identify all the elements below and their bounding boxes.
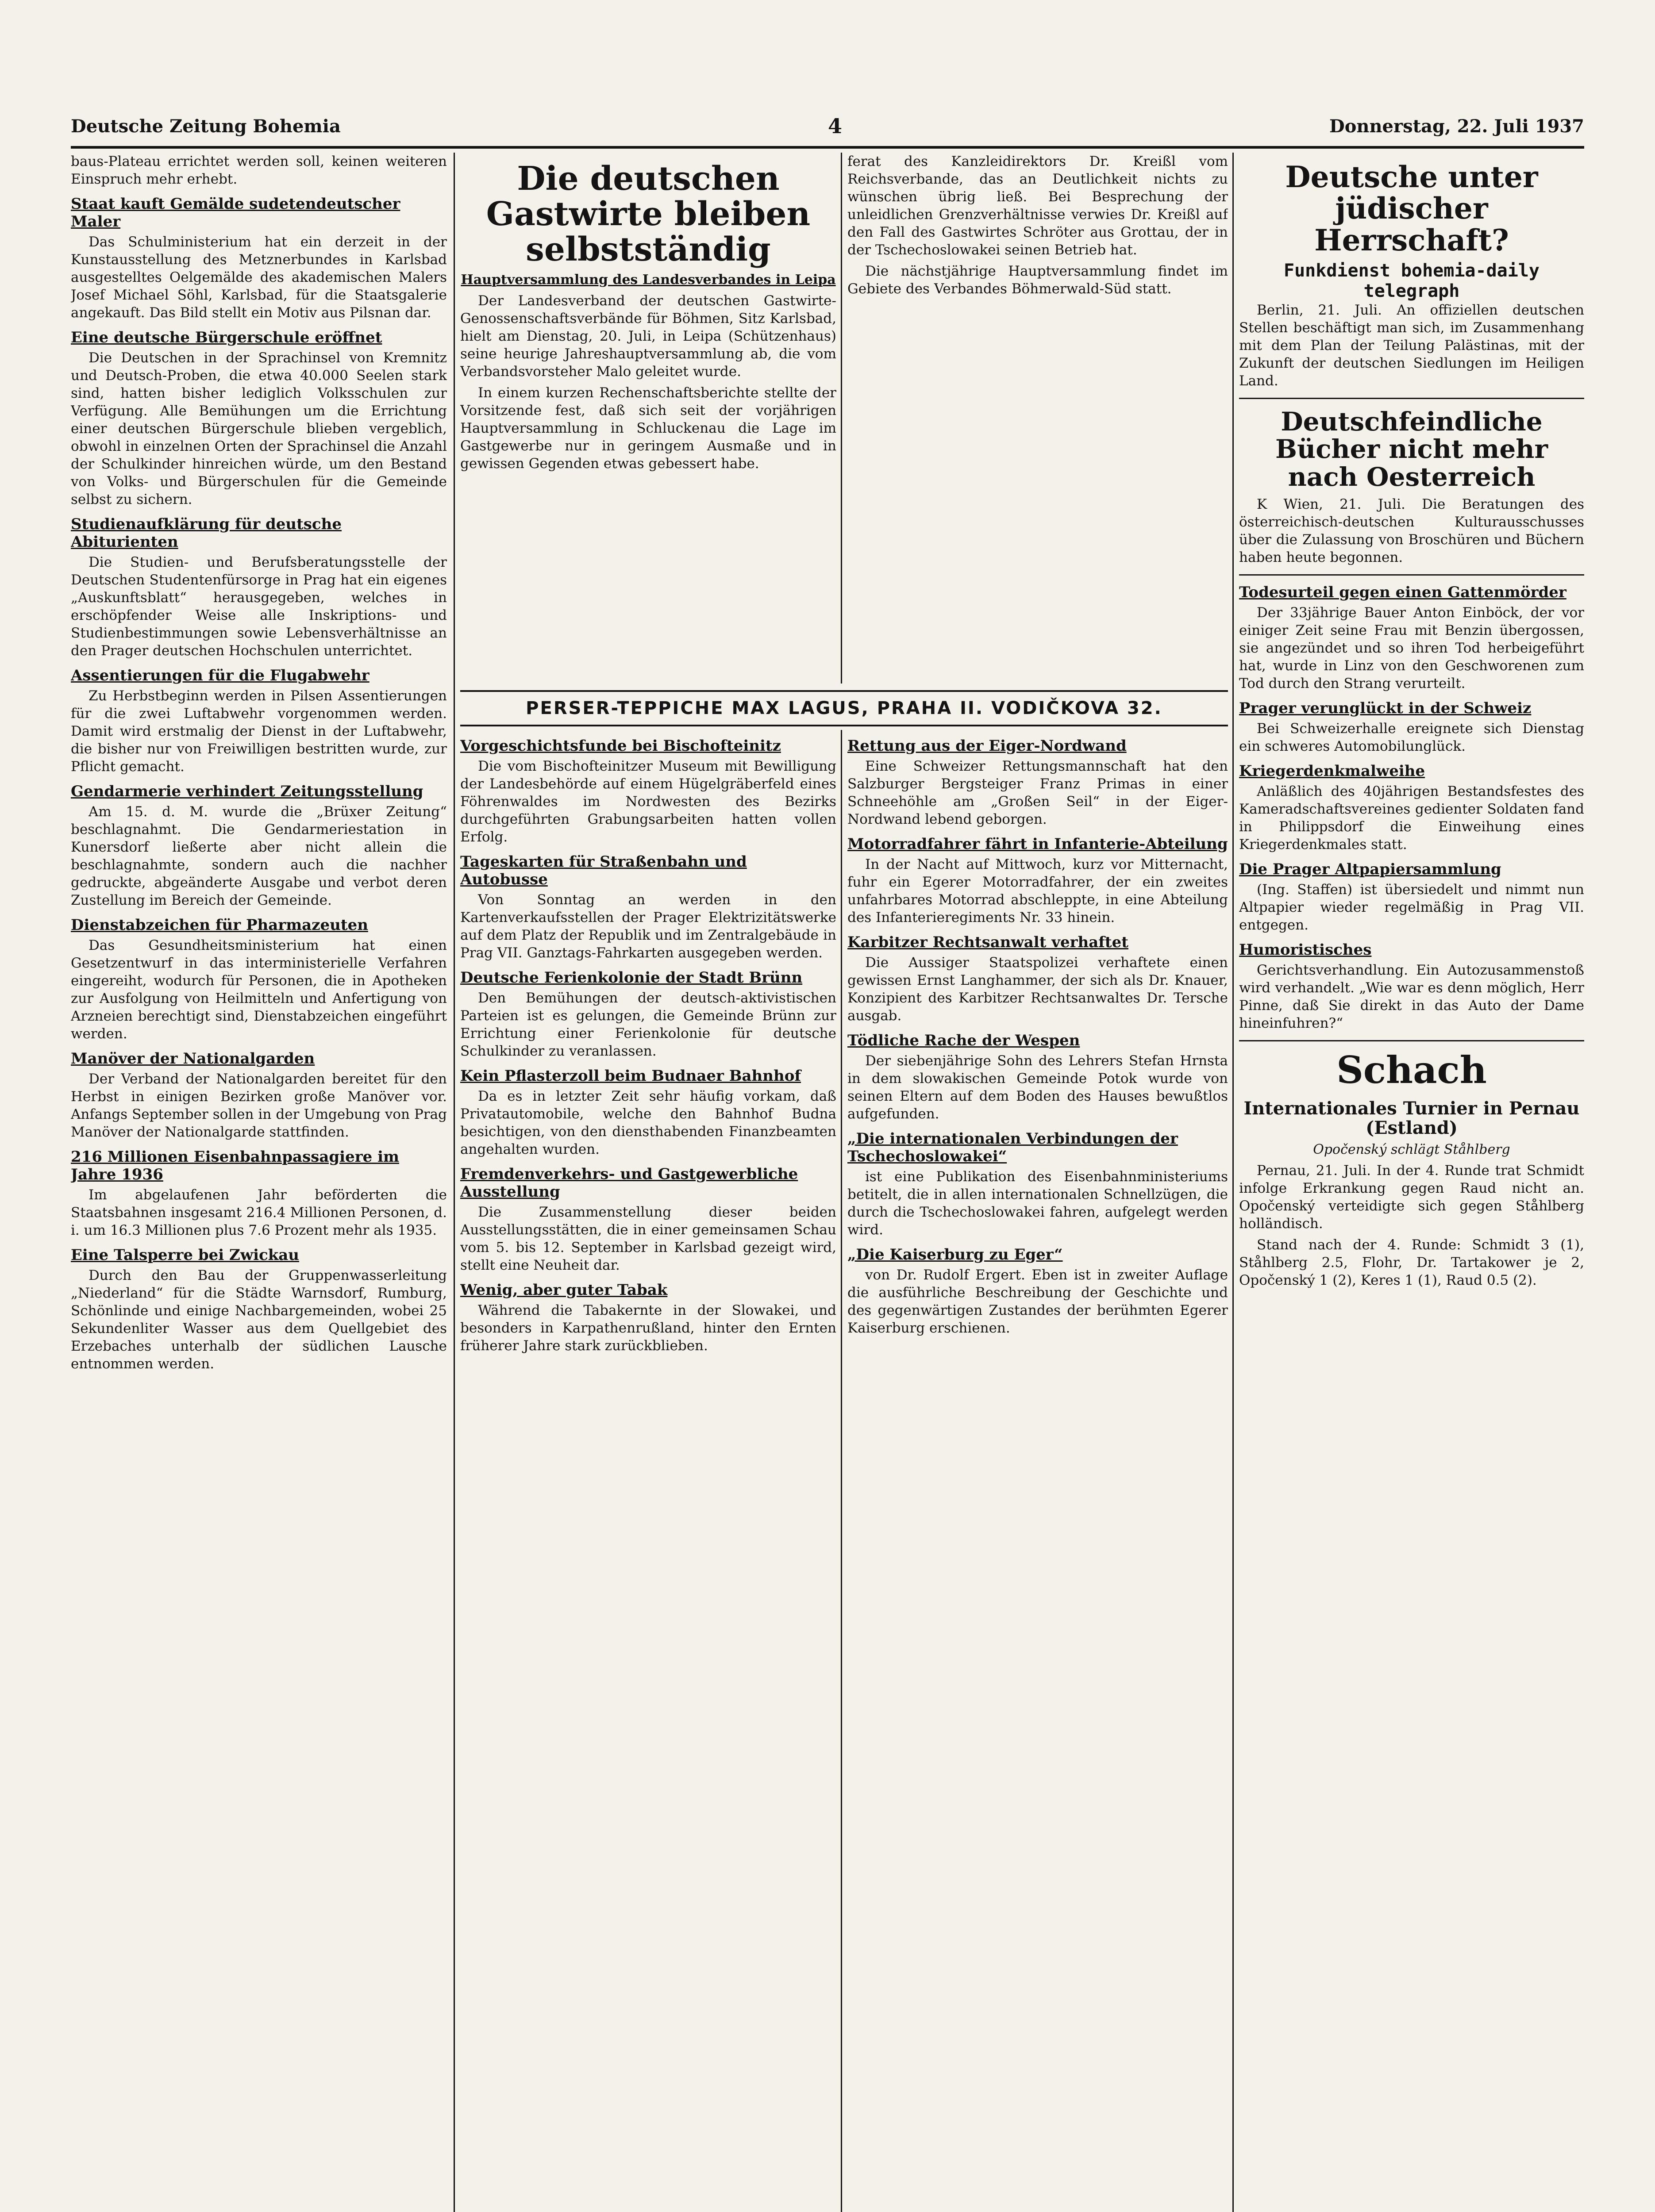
article-text: In einem kurzen Rechenschaftsberichte stellte der Vorsitzende fest, daß sich seit der vorjährigen Hauptversammlung in Schluckenau die Lage im Gastgewerbe nur in geringem Ausmaße und in gewissen Gegenden etwas gebessert habe. [460,384,836,472]
column-4 [1239,153,1584,2212]
article-text: Die Deutschen in der Sprachinsel von Kremnitz und Deutsch-Proben, die etwa 40.000 Seelen stark sind, hatten bisher lediglich Volksschulen zur Verfügung. Alle Bemühungen um die Errichtung einer deutschen Bürgerschule blieben vergeblich, obwohl in einzelnen Orten der Sprachinsel die Anzahl der Schulkinder hinreichen würde, um den Bestand von Volks- und Bürgerschulen für die Gemeinde selbst zu sichern. [71,350,447,507]
article-text: Eine Schweizer Rettungsmannschaft hat den Salzburger Bergsteiger Franz Primas in einer Schneehöhle am „Großen Seil“ in der Eiger-Nordwand lebend geborgen. [847,758,1228,827]
section-rule [1239,398,1584,399]
article-text: Der siebenjährige Sohn des Lehrers Stefan Hrnsta in dem slowakischen Gemeinde Potok wurde von seinen Eltern auf dem Boden des Hauses bewußtlos aufgefunden. [847,1053,1228,1122]
ad-text: PERSER-TEPPICHE MAX LAGUS, PRAHA II. VODIČKOVA 32. [460,690,1228,726]
headline: Deutsche unter jüdischer Herrschaft? [1285,160,1538,257]
article-text: Der Landesverband der deutschen Gastwirte-Genossenschaftsverbände für Böhmen, Sitz Karlsbad, hielt am Dienstag, 20. Juli, in Leipa (Schützenhaus) seine heurige Jahreshauptversammlung ab, die vom Verbandsvorsteher Malo geleitet wurde. [460,292,836,380]
column-2-lower [460,730,836,2212]
article-text: Berlin, 21. Juli. An offiziellen deutschen Stellen beschäftigt man sich, im Zusammenhang mit dem Plan der Teilung Palästinas, mit der Zukunft der deutschen Siedlungen im Heiligen Land. [1239,302,1584,389]
article-text: Die nächstjährige Hauptversammlung findet im Gebiete des Verbandes Böhmerwald-Süd statt. [847,263,1228,297]
article-text: (Ing. Staffen) ist übersiedelt und nimmt nun Altpapier wieder regelmäßig in Prag VII. entgegen. [1239,881,1584,933]
article-text: ist eine Publikation des Eisenbahnministeriums betitelt, die in allen internationalen Schnellzügen, die durch die Tschechoslowakei fahren, aufgelegt werden wird. [847,1169,1228,1238]
article-heading: „Die Kaiserburg zu Eger“ [847,1246,1063,1263]
article-text: Gerichtsverhandlung. Ein Autozusammenstoß wird verhandelt. „Wie war es denn möglich, Herr Pinne, daß Sie direkt in das Auto der Dame hineinfuhren?“ [1239,962,1584,1031]
article-text: Die Studien- und Berufsberatungsstelle der Deutschen Studentenfürsorge in Prag hat ein eigenes „Auskunftsblatt“ herausgegeben, welches in erschöpfender Weise alle Inskriptions- und Studienbestimmungen sowie Lebensverhältnisse an den Prager deutschen Hochschulen unterrichtet. [71,554,447,659]
advertisement-bar [460,690,1228,726]
article-heading: Dienstabzeichen für Pharmazeuten [71,916,368,934]
issue-date: Donnerstag, 22. Juli 1937 [1329,115,1584,137]
article-text: K Wien, 21. Juli. Die Beratungen des österreichisch-deutschen Kulturausschusses über die Zulassung von Broschüren und Büchern haben heute begonnen. [1239,496,1584,565]
article-heading: Studienaufklärung für deutsche Abiturienten [71,515,342,551]
article-text: Bei Schweizerhalle ereignete sich Dienstag ein schweres Automobilunglück. [1239,720,1584,754]
column-rule [454,153,455,2212]
article-text: Von Sonntag an werden in den Kartenverkaufsstellen der Prager Elektrizitätswerke auf dem Platz der Republik und im Zentralgebäude in Prag VII. Ganztags-Fahrkarten ausgegeben werden. [460,892,836,961]
article-text: Die Aussiger Staatspolizei verhaftete einen gewissen Ernst Langhammer, der sich als Dr. Knauer, Konzipient des Karbitzer Rechtsanwaltes Dr. Tersche ausgab. [847,955,1228,1024]
article-text: Der 33jährige Bauer Anton Einböck, der vor einiger Zeit seine Frau mit Benzin übergossen, sie angezündet und so ihren Tod herbeigeführt hat, wurde in Linz von den Geschworenen zum Tod durch den Strang verurteilt. [1239,604,1584,691]
article-heading: Motorradfahrer fährt in Infanterie-Abteilung [847,835,1228,853]
article-text: In der Nacht auf Mittwoch, kurz vor Mitternacht, fuhr ein Egerer Motorradfahrer, der ein zweites unfahrbares Motorrad abschleppte, in eine Abteilung des Infanterieregiments Nr. 33 hinein. [847,856,1228,926]
article-heading: Wenig, aber guter Tabak [460,1281,668,1299]
article-text: Da es in letzter Zeit sehr häufig vorkam, daß Privatautomobile, welche den Bahnhof Budna besichtigen, von den diensthabenden Finanzbeamten angehalten wurden. [460,1088,836,1157]
article-heading: Tödliche Rache der Wespen [847,1032,1080,1049]
headline: Die deutschen Gastwirte bleiben selbstständig [486,160,811,269]
column-3-lower [847,730,1228,2212]
article-heading: Staat kauft Gemälde sudetendeutscher Maler [71,195,400,230]
article-text: Zu Herbstbeginn werden in Pilsen Assentierungen für die zwei Luftabwehr vorgenommen werden. Damit wird erstmalig der Dienst in der Luftabwehr, die bisher nur von Freiwilligen bestritten wurde, zur Pflicht gemacht. [71,688,447,775]
article-text: Während die Tabakernte in der Slowakei, und besonders in Karpathenrußland, hinter den Ernten früherer Jahre stark zurückblieben. [460,1302,836,1354]
article-heading: Prager verunglückt in der Schweiz [1239,699,1532,717]
column-rule [841,153,842,684]
chess-heading: Schach [1336,1048,1487,1092]
article-text: von Dr. Rudolf Ergert. Eben ist in zweiter Auflage die ausführliche Beschreibung der Geschichte und des gegenwärtigen Zustandes der berühmten Egerer Kaiserburg erschienen. [847,1267,1228,1336]
article-heading: Todesurteil gegen einen Gattenmörder [1239,583,1566,601]
article-heading: Manöver der Nationalgarden [71,1050,315,1068]
article-text: Stand nach der 4. Runde: Schmidt 3 (1), Ståhlberg 2.5, Flohr, Dr. Tartakower je 2, Opočenský 1 (2), Keres 1 (1), Raud 0.5 (2). [1239,1237,1584,1288]
section-rule [1239,574,1584,576]
header-rule [71,146,1584,149]
article-heading: Rettung aus der Eiger-Nordwand [847,737,1127,755]
article-text: Im abgelaufenen Jahr beförderten die Staatsbahnen insgesamt 216.4 Millionen Personen, d. i. um 16.3 Millionen plus 7.6 Prozent mehr als 1935. [71,1187,447,1238]
article-heading: Karbitzer Rechtsanwalt verhaftet [847,933,1128,951]
article-heading: „Die internationalen Verbindungen der Tschechoslowakei“ [847,1130,1178,1165]
article-heading: Gendarmerie verhindert Zeitungsstellung [71,783,423,800]
article-text: baus-Plateau errichtet werden soll, keinen weiteren Einspruch mehr erhebt. [71,154,447,187]
article-heading: Tageskarten für Straßenbahn und Autobusse [460,853,747,888]
headline: Deutschfeindliche Bücher nicht mehr nach Oesterreich [1275,406,1548,492]
paper-name: Deutsche Zeitung Bohemia [71,115,341,137]
article-text: Am 15. d. M. wurde die „Brüxer Zeitung“ beschlagnahmt. Die Gendarmeriestation in Kunersdorf ließerte aber nicht allein die beschlagnahmte, sondern auch die nachher gedruckte, abgeänderte Ausgabe und verbot deren Zustellung im Bereich der Gemeinde. [71,804,447,908]
article-heading: Kriegerdenkmalweihe [1239,762,1425,780]
article-heading: Assentierungen für die Flugabwehr [71,667,369,684]
article-heading: Eine deutsche Bürgerschule eröffnet [71,329,382,346]
chess-subheading: Internationales Turnier in Pernau (Estland) [1243,1098,1580,1138]
chess-dek: Opočenský schlägt Ståhlberg [1313,1141,1510,1157]
column-rule [1232,153,1234,2212]
article-text: Anläßlich des 40jährigen Bestandsfestes des Kameradschaftsvereines gedienter Soldaten fand in Philippsdorf die Einweihung eines Kriegerdenkmales statt. [1239,783,1584,853]
wire-service: Funkdienst bohemia-daily telegraph [1284,260,1540,301]
article-heading: Die Prager Altpapiersammlung [1239,860,1501,878]
page-number: 4 [828,114,842,138]
article-heading: 216 Millionen Eisenbahnpassagiere im Jahre 1936 [71,1148,399,1183]
article-text: Den Bemühungen der deutsch-aktivistischen Parteien ist es gelungen, die Gemeinde Brünn zur Errichtung einer Ferienkolonie für deutsche Schulkinder zu veranlassen. [460,990,836,1059]
article-heading: Humoristisches [1239,941,1372,959]
article-text: Die vom Bischofteinitzer Museum mit Bewilligung der Landesbehörde auf einem Hügelgräberfeld eines Föhrenwaldes im Nordwesten des Bezirks durchgeführten Grabungsarbeiten hatten vollen Erfolg. [460,758,836,845]
article-text: Die Zusammenstellung dieser beiden Ausstellungsstätten, die in einer gemeinsamen Schau vom 5. bis 12. September in Karlsbad gezeigt wird, stellt eine Neuheit dar. [460,1204,836,1273]
section-rule [1239,1040,1584,1041]
article-text: Durch den Bau der Gruppenwasserleitung „Niederland“ für die Städte Warnsdorf, Rumburg, Schönlinde und einige Nachbargemeinden, wobei 25 Sekundenliter Wasser aus dem Quellgebiet des Erzebaches unterhalb der südlichen Lausche entnommen werden. [71,1267,447,1372]
subheadline: Hauptversammlung des Landesverbandes in Leipa [461,272,836,288]
article-text: Pernau, 21. Juli. In der 4. Runde trat Schmidt infolge Erkrankung gegen Raud nicht an. Opočenský verteidigte sich gegen Ståhlberg holländisch. [1239,1162,1584,1232]
article-text: Das Gesundheitsministerium hat einen Gesetzentwurf in das interministerielle Verfahren eingereiht, wodurch für Personen, die in Apotheken zur Ausfolgung von Heilmitteln und Anfertigung von Arzneien berechtigt sind, Dienstabzeichen eingeführt werden. [71,937,447,1042]
article-text: Der Verband der Nationalgarden bereitet für den Herbst in einigen Bezirken große Manöver vor. Anfangs September sollen in der Umgebung von Prag Manöver der Nationalgarde stattfinden. [71,1071,447,1140]
article-heading: Fremdenverkehrs- und Gastgewerbliche Ausstellung [460,1165,798,1201]
article-heading: Kein Pflasterzoll beim Budnaer Bahnhof [460,1067,801,1085]
article-heading: Deutsche Ferienkolonie der Stadt Brünn [460,969,803,987]
article-heading: Vorgeschichtsfunde bei Bischofteinitz [460,737,781,755]
article-text: ferat des Kanzleidirektors Dr. Kreißl vom Reichsverbande, das an Deutlichkeit nichts zu wünschen übrig ließ. Bei Besprechung der unleidlichen Grenzverhältnisse verwies Dr. Kreißl auf den Fall des Gastwirtes Schröter aus Grottau, der in der Tschechoslowakei seinen Betrieb hat. [847,154,1228,258]
page-header [71,111,1584,142]
column-1 [71,153,447,2212]
column-3-upper [847,153,1228,684]
column-rule [841,730,842,2212]
article-heading: Eine Talsperre bei Zwickau [71,1246,300,1264]
article-text: Das Schulministerium hat ein derzeit in der Kunstausstellung des Metznerbundes in Karlsbad ausgestelltes Oelgemälde des akademischen Malers Josef Michael Söhl, Karlsbad, für die Staatsgalerie angekauft. Das Bild stellt ein Motiv aus Pilsnan dar. [71,234,447,321]
